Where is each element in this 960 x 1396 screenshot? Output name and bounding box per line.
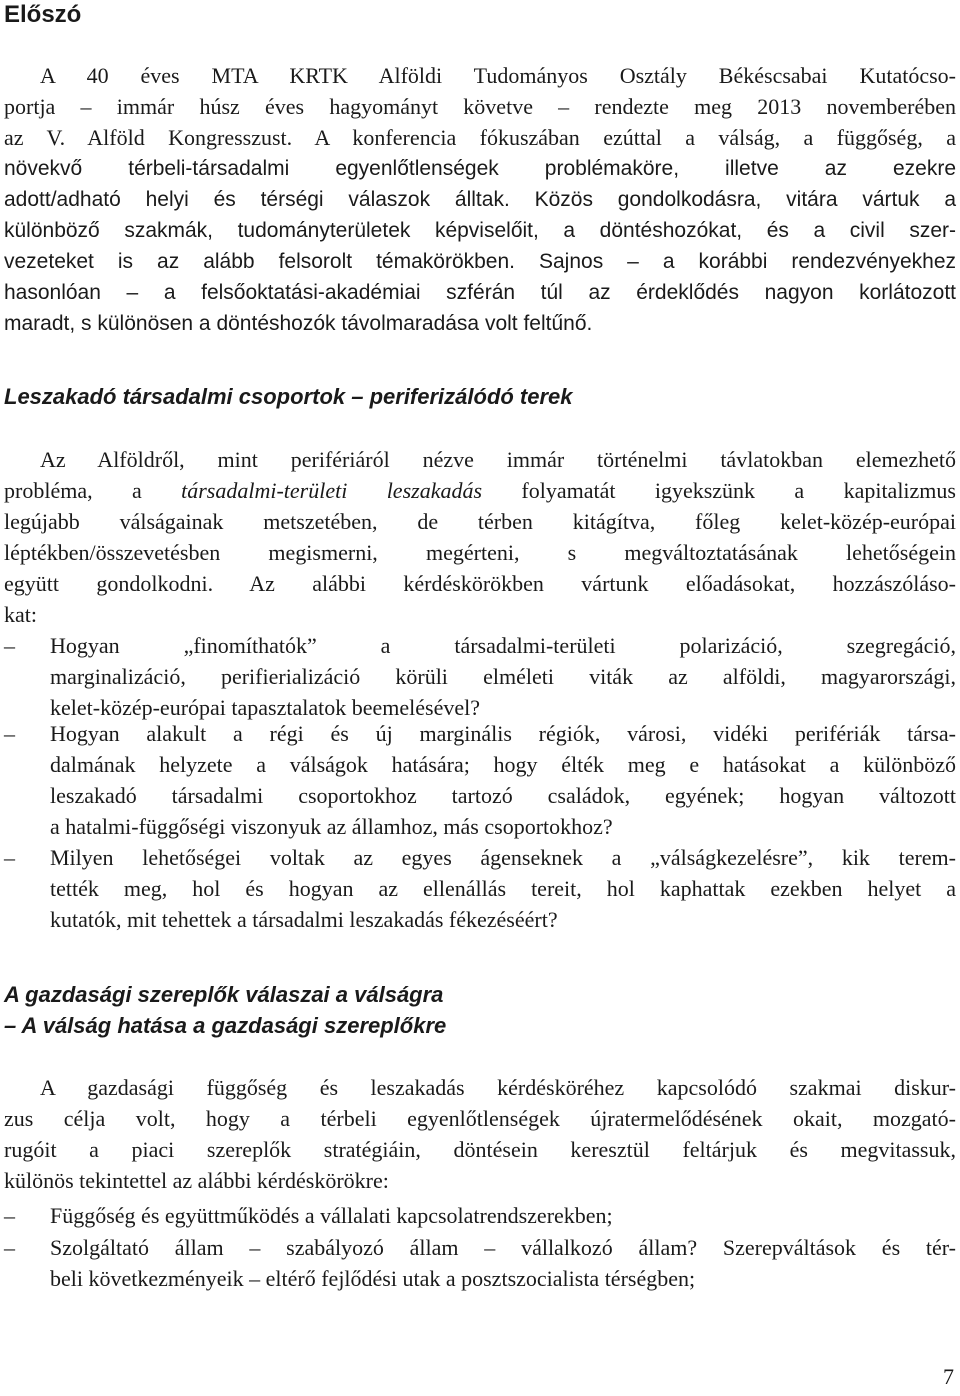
intro-line: vezeteket is az alább felsorolt témakörökben. Sajnos – a korábbi rendezvényekhez xyxy=(4,250,956,273)
dash-marker: – xyxy=(4,845,15,870)
list-item xyxy=(4,842,956,935)
list-line: kelet-közép-európai tapasztalatok beemelésével? xyxy=(50,695,480,720)
dash-marker: – xyxy=(4,721,15,746)
list-item-text xyxy=(4,718,956,842)
section2-line: A gazdasági függőség és leszakadás kérdésköréhez kapcsolódó szakmai diskur- xyxy=(40,1075,956,1100)
list-item-text xyxy=(4,630,956,723)
list-line: marginalizáció, perifierializáció körüli elméleti viták az alföldi, magyarországi, xyxy=(50,664,956,689)
list-line: a hatalmi-függőségi viszonyuk az államhoz, más csoportokhoz? xyxy=(50,814,613,839)
list-line: beli következményeik – eltérő fejlődési utak a posztszocialista térségben; xyxy=(50,1266,696,1291)
list-item-text xyxy=(4,842,956,935)
list-line: Hogyan alakult a régi és új marginális régiók, városi, vidéki perifériák társa- xyxy=(50,721,956,746)
intro-line: az V. Alföld Kongresszust. A konferencia fókuszában ezúttal a válság, a függőség, a xyxy=(4,125,956,150)
intro-line: A 40 éves MTA KRTK Alföldi Tudományos Osztály Békéscsabai Kutatócso- xyxy=(40,63,956,88)
list-item xyxy=(4,718,956,842)
list-line: Szolgáltató állam – szabályozó állam – vállalkozó állam? Szerepváltások és tér- xyxy=(50,1235,956,1260)
page-title: Előszó xyxy=(4,1,82,28)
intro-paragraph xyxy=(4,60,956,339)
section1-line xyxy=(4,475,956,506)
list-line: leszakadó társadalmi csoportokhoz tartozó családok, egyének; hogyan változott xyxy=(50,783,956,808)
section1-line: legújabb válságainak metszetében, de térben kitágítva, főleg kelet-közép-európai xyxy=(4,509,956,534)
section1-text: folyamatát igyekszünk a kapitalizmus xyxy=(482,478,956,503)
page-number: 7 xyxy=(943,1364,954,1389)
section2-paragraph xyxy=(4,1072,956,1196)
emphasis-term: társadalmi-területi leszakadás xyxy=(181,478,483,503)
list-line: Hogyan „finomíthatók” a társadalmi-területi polarizáció, szegregáció, xyxy=(50,633,956,658)
intro-line: maradt, s különösen a döntéshozók távolmaradása volt feltűnő. xyxy=(4,312,593,335)
list-item-text xyxy=(4,1232,956,1294)
section1-paragraph xyxy=(4,444,956,630)
section-heading: Leszakadó társadalmi csoportok – periferizálódó terek xyxy=(4,384,573,409)
dash-marker: – xyxy=(4,1203,15,1228)
dash-marker: – xyxy=(4,1235,15,1260)
intro-line: növekvő térbeli-társadalmi egyenlőtlenségek problémaköre, illetve az ezekre xyxy=(4,157,956,180)
dash-marker: – xyxy=(4,633,15,658)
section2-line: zus célja volt, hogy a térbeli egyenlőtlenségek újratermelődésének okait, mozgató- xyxy=(4,1106,956,1131)
section2-line: különös tekintettel az alábbi kérdéskörökre: xyxy=(4,1168,389,1193)
section2-line: rugóit a piaci szereplők stratégiáin, döntésein keresztül feltárjuk és megvitassuk, xyxy=(4,1137,956,1162)
list-item-text xyxy=(4,1200,956,1231)
list-line: tették meg, hol és hogyan az ellenállás tereit, hol kaphattak ezekben helyet a xyxy=(50,876,956,901)
section1-text: probléma, a xyxy=(4,478,182,503)
section1-line: léptékben/összevetésben megismerni, megérteni, s megváltoztatásának lehetőségein xyxy=(4,540,956,565)
list-line: dalmának helyzete a válságok hatására; hogy élték meg e hatásokat a különböző xyxy=(50,752,956,777)
intro-line: portja – immár húsz éves hagyományt követve – rendezte meg 2013 novemberében xyxy=(4,94,956,119)
intro-line: különböző szakmák, tudományterületek képviselőit, a döntéshozókat, és a civil szer- xyxy=(4,219,956,242)
intro-line: adott/adható helyi és térségi válaszok álltak. Közös gondolkodásra, vitára vártuk a xyxy=(4,188,956,211)
intro-line: hasonlóan – a felsőoktatási-akadémiai szférán túl az érdeklődés nagyon korlátozott xyxy=(4,281,956,304)
list-line: Milyen lehetőségei voltak az egyes ágenseknek a „válságkezelésre”, kik terem- xyxy=(50,845,956,870)
section-heading: A gazdasági szereplők válaszai a válságra xyxy=(4,982,444,1007)
section1-line: Az Alföldről, mint perifériáról nézve immár történelmi távlatokban elemezhető xyxy=(40,447,956,472)
list-line: Függőség és együttműködés a vállalati kapcsolatrendszerekben; xyxy=(50,1203,613,1228)
list-line: kutatók, mit tehettek a társadalmi leszakadás fékezéséért? xyxy=(50,907,558,932)
list-item xyxy=(4,630,956,723)
list-item xyxy=(4,1232,956,1294)
list-item xyxy=(4,1200,956,1231)
section1-line: kat: xyxy=(4,602,37,627)
section-heading-subline: – A válság hatása a gazdasági szereplőkre xyxy=(4,1013,447,1038)
section1-line: együtt gondolkodni. Az alábbi kérdéskörökben vártunk előadásokat, hozzászóláso- xyxy=(4,571,956,596)
